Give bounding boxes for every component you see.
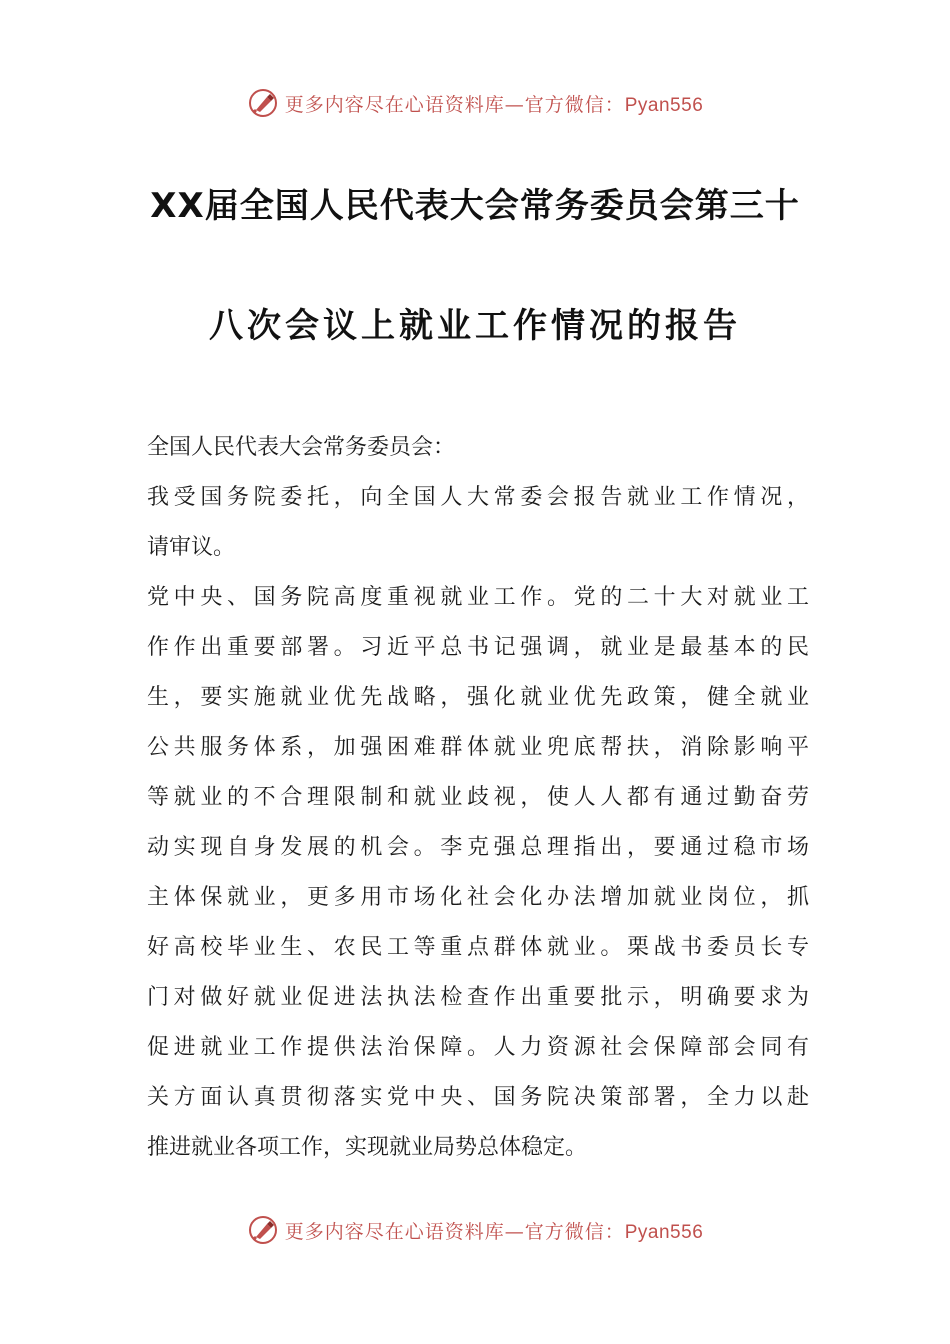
salutation: 全国人民代表大会常务委员会： — [147, 435, 456, 460]
body-line: 生，要实施就业优先战略，强化就业优先政策，健全就业 — [147, 685, 809, 710]
watermark-label: 更多内容尽在心语资料库—官方微信： — [284, 1220, 625, 1243]
footer-watermark — [0, 1210, 950, 1250]
body-line: 动实现自身发展的机会。李克强总理指出，要通过稳市场 — [147, 835, 809, 860]
pen-nib-logo-icon — [247, 87, 279, 119]
watermark-handle: Pyan556 — [624, 1221, 704, 1243]
document-title-line-2: 八次会议上就业工作情况的报告 — [209, 306, 741, 346]
body-line: 党中央、国务院高度重视就业工作。党的二十大对就业工 — [147, 585, 809, 610]
watermark-text — [285, 90, 704, 117]
body-line: 关方面认真贯彻落实党中央、国务院决策部署，全力以赴 — [147, 1085, 809, 1110]
body-line: 我受国务院委托，向全国人大常委会报告就业工作情况， — [147, 485, 809, 510]
pen-nib-logo-icon — [247, 1214, 279, 1246]
body-line: 门对做好就业促进法执法检查作出重要批示，明确要求为 — [147, 985, 809, 1010]
watermark-text — [285, 1217, 704, 1244]
body-line: 主体保就业，更多用市场化社会化办法增加就业岗位，抓 — [147, 885, 809, 910]
watermark-handle: Pyan556 — [624, 94, 704, 116]
header-watermark — [0, 83, 950, 123]
body-line: 作作出重要部署。习近平总书记强调，就业是最基本的民 — [147, 635, 809, 660]
document-title-line-1: XX届全国人民代表大会常务委员会第三十 — [150, 186, 800, 226]
body-line: 推进就业各项工作，实现就业局势总体稳定。 — [147, 1135, 588, 1160]
watermark-label: 更多内容尽在心语资料库—官方微信： — [284, 93, 625, 116]
body-line: 等就业的不合理限制和就业歧视，使人人都有通过勤奋劳 — [147, 785, 809, 810]
body-line: 促进就业工作提供法治保障。人力资源社会保障部会同有 — [147, 1035, 809, 1060]
body-line: 请审议。 — [147, 535, 236, 560]
body-line: 好高校毕业生、农民工等重点群体就业。栗战书委员长专 — [147, 935, 809, 960]
body-line: 公共服务体系，加强困难群体就业兜底帮扶，消除影响平 — [147, 735, 809, 760]
